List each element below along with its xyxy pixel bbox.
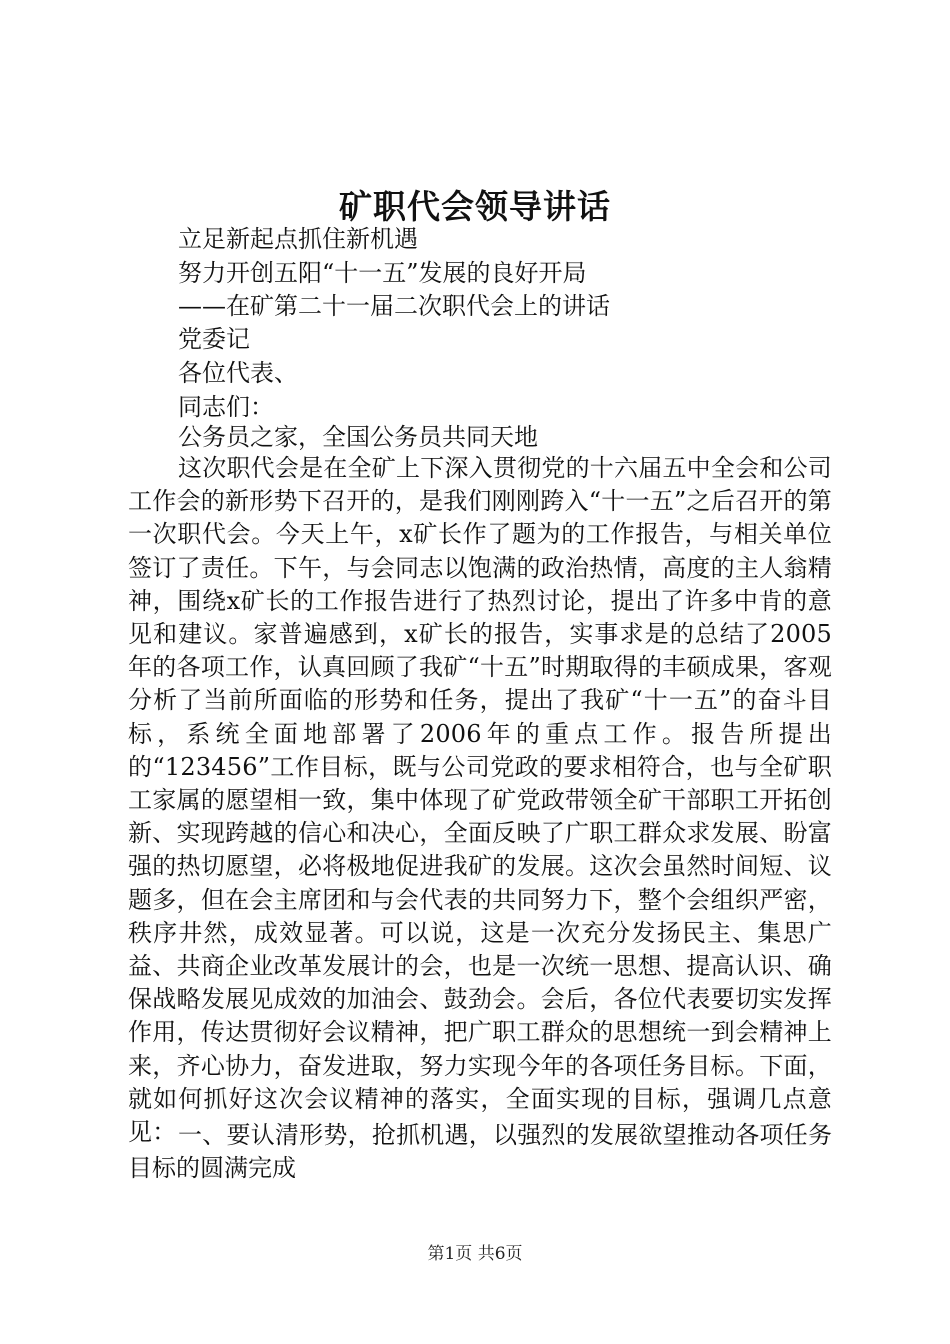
- body-paragraph: 这次职代会是在全矿上下深入贯彻党的十六届五中全会和公司工作会的新形势下召开的，是我们刚刚跨入“十一五”之后召开的第一次职代会。今天上午，x矿长作了题为的工作报告，与相关单位签订了责任。下午，与会同志以饱满的政治热情，高度的主人翁精神，围绕x矿长的工作报告进行了热烈讨论，提出了许多中肯的意见和建议。家普遍感到，x矿长的报告，实事求是的总结了2005年的各项工作，认真回顾了我矿“十五”时期取得的丰硕成果，客观分析了当前所面临的形势和任务，提出了我矿“十一五”的奋斗目标，系统全面地部署了2006年的重点工作。报告所提出的“123456”工作目标，既与公司党政的要求相符合，也与全矿职工家属的愿望相一致，集中体现了矿党政带领全矿干部职工开拓创新、实现跨越的信心和决心，全面反映了广职工群众求发展、盼富强的热切愿望，必将极地促进我矿的发展。这次会虽然时间短、议题多，但在会主席团和与会代表的共同努力下，整个会组织严密，秩序井然，成效显著。可以说，这是一次充分发扬民主、集思广益、共商企业改革发展计的会，也是一次统一思想、提高认识、确保战略发展见成效的加油会、鼓劲会。会后，各位代表要切实发挥作用，传达贯彻好会议精神，把广职工群众的思想统一到会精神上来，齐心协力，奋发进取，努力实现今年的各项任务目标。下面，就如何抓好这次会议精神的落实，全面实现的目标，强调几点意见：: [128, 454, 832, 1147]
- header-line-site-note: 公务员之家，全国公务员共同天地: [178, 423, 538, 451]
- header-line-speaker: 党委记: [178, 325, 250, 353]
- header-line-salutation-2: 同志们：: [178, 393, 274, 421]
- header-line-salutation-1: 各位代表、: [178, 359, 298, 387]
- header-line-subtitle-3: ——在矿第二十一届二次职代会上的讲话: [178, 292, 610, 320]
- header-line-subtitle-1: 立足新起点抓住新机遇: [178, 225, 418, 253]
- section-heading: 一、要认清形势，抢抓机遇，以强烈的发展欲望推动各项任务目标的圆满完成: [128, 1121, 832, 1183]
- header-line-subtitle-2: 努力开创五阳“十一五”发展的良好开局: [178, 259, 587, 287]
- document-title: 矿职代会领导讲话: [339, 187, 611, 226]
- page-footer: 第1页 共6页: [427, 1244, 523, 1264]
